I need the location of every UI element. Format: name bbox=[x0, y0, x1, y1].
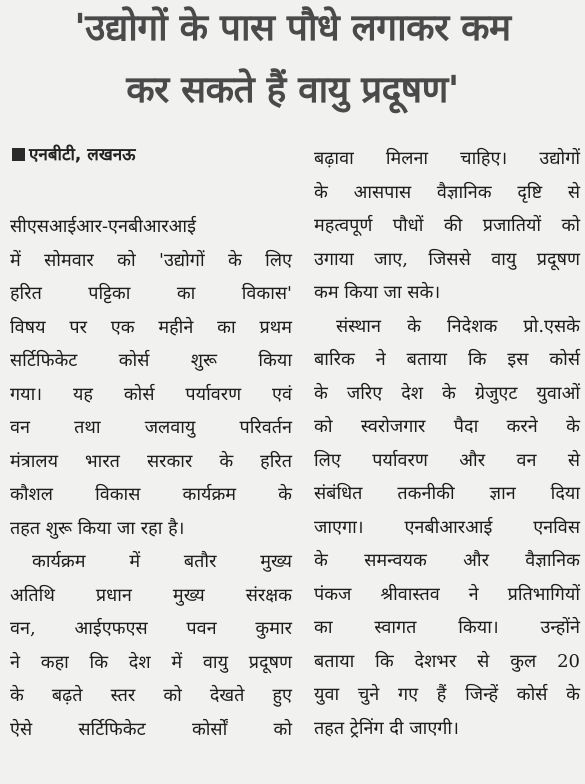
text-line: गया। यह कोर्स पर्यावरण एवं bbox=[10, 383, 292, 405]
text-line: को स्वरोजगार पैदा करने के bbox=[314, 416, 580, 437]
text-line: में सोमवार को 'उद्योगों के लिए bbox=[10, 249, 292, 271]
text-line: विषय पर एक महीने का प्रथम bbox=[10, 316, 292, 338]
dateline-text: एनबीटी, लखनऊ bbox=[29, 145, 136, 165]
text-line: कार्यक्रम में बतौर मुख्य bbox=[32, 551, 292, 572]
text-line: तहत शुरू किया जा रहा है। bbox=[10, 517, 185, 539]
headline-line-2: कर सकते हैं वायु प्रदूषण' bbox=[126, 68, 459, 111]
text-line: के जरिए देश के ग्रेजुएट युवाओं bbox=[314, 382, 580, 404]
text-line: पंकज श्रीवास्तव ने प्रतिभागियों bbox=[314, 583, 580, 605]
text-line: कौशल विकास कार्यक्रम के bbox=[10, 484, 292, 505]
text-line: तहत ट्रेनिंग दी जाएगी। bbox=[314, 717, 459, 739]
square-bullet-icon bbox=[12, 148, 25, 161]
text-line: सीएसआईआर-एनबीआरआई bbox=[10, 216, 196, 237]
text-line: महत्वपूर्ण पौधों की प्रजातियों को bbox=[314, 215, 580, 236]
text-line: बारिक ने बताया कि इस कोर्स bbox=[314, 349, 580, 370]
text-line: उगाया जाए, जिससे वायु प्रदूषण bbox=[314, 248, 580, 270]
text-line: मंत्रालय भारत सरकार के हरित bbox=[10, 450, 292, 472]
text-line: का स्वागत किया। उन्होंने bbox=[314, 617, 580, 638]
text-line: संबंधित तकनीकी ज्ञान दिया bbox=[314, 483, 580, 504]
text-line: लिए पर्यावरण और वन से bbox=[314, 449, 580, 471]
text-line: युवा चुने गए हैं जिन्हें कोर्स के bbox=[314, 684, 580, 705]
text-line: हरित पट्टिका का विकास' bbox=[10, 283, 292, 304]
text-line: के समन्वयक और वैज्ञानिक bbox=[314, 550, 580, 571]
text-line: संस्थान के निदेशक प्रो.एसके bbox=[336, 315, 580, 337]
text-line: के आसपास वैज्ञानिक दृष्टि से bbox=[314, 181, 580, 203]
text-line: बढ़ावा मिलना चाहिए। उद्योगों bbox=[314, 148, 580, 169]
text-line: ऐसे सर्टिफिकेट कोर्सों को bbox=[10, 718, 292, 740]
text-line: वन, आईएफएस पवन कुमार bbox=[10, 618, 292, 639]
text-line: जाएगा। एनबीआरआई एनविस bbox=[314, 516, 580, 538]
text-line: कम किया जा सके। bbox=[314, 282, 441, 303]
dateline bbox=[12, 142, 136, 165]
headline-line-1: 'उद्योगों के पास पौधे लगाकर कम bbox=[74, 6, 511, 49]
text-line: ने कहा कि देश में वायु प्रदूषण bbox=[10, 651, 292, 673]
article-column-left bbox=[10, 210, 292, 746]
text-line: अतिथि प्रधान मुख्य संरक्षक bbox=[10, 584, 292, 606]
text-line: बताया कि देशभर से कुल 20 bbox=[314, 650, 580, 672]
article-column-right bbox=[314, 142, 580, 745]
text-line: वन तथा जलवायु परिवर्तन bbox=[10, 417, 292, 438]
text-line: सर्टिफिकेट कोर्स शुरू किया bbox=[10, 350, 292, 371]
text-line: के बढ़ते स्तर को देखते हुए bbox=[10, 685, 292, 706]
